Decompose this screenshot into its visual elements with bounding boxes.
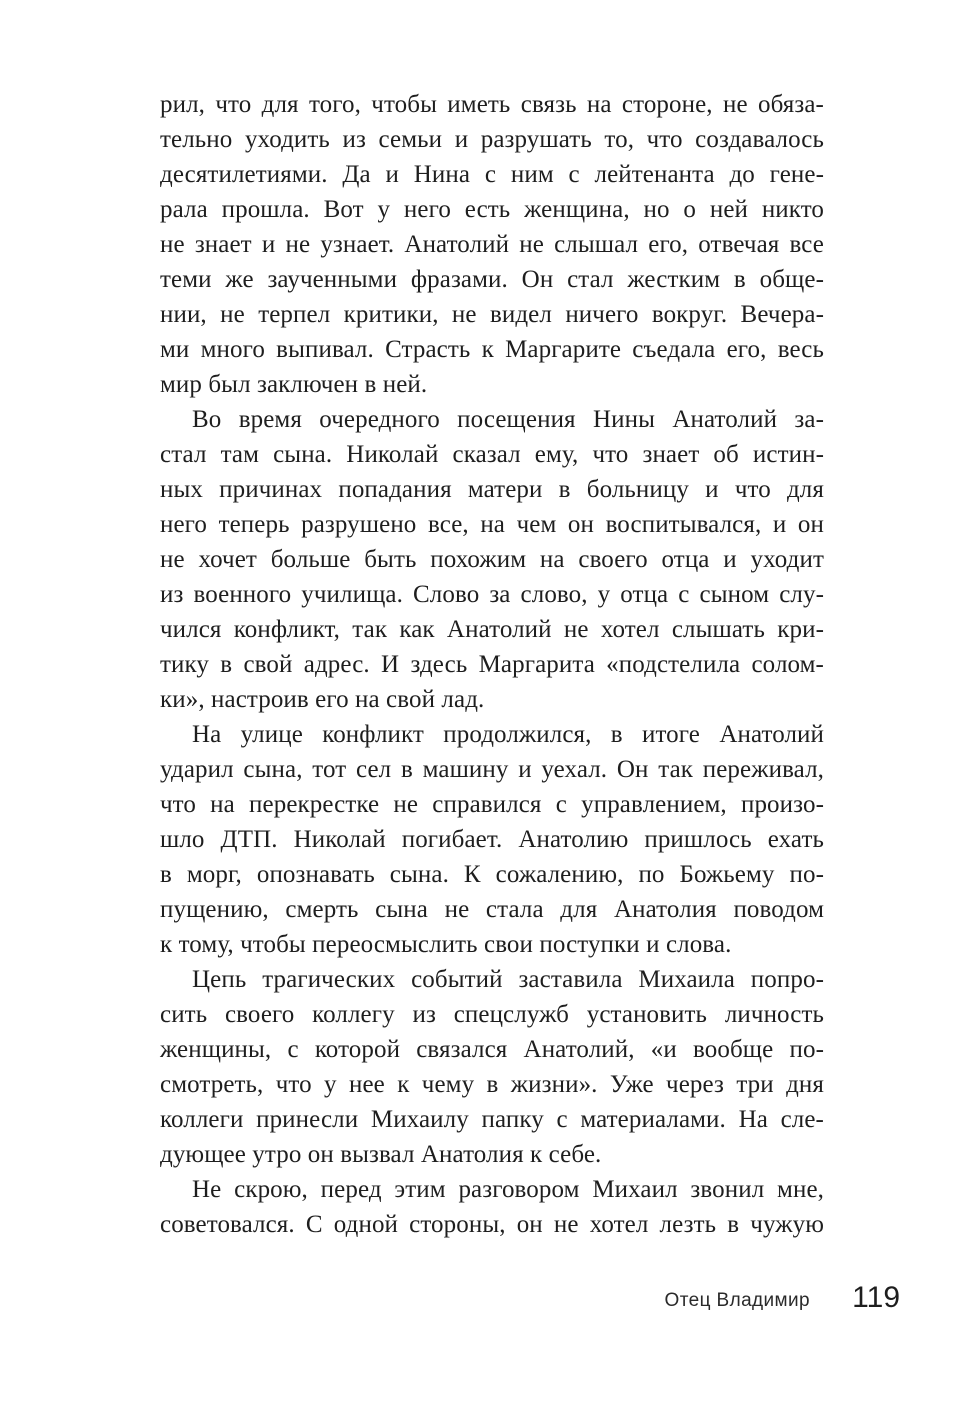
text-line: не знает и не узнает. Анатолий не слышал его, отвечая все — [160, 231, 824, 258]
text-line: десятилетиями. Да и Нина с ним с лейтенанта до гене- — [160, 161, 824, 188]
text-line: шло ДТП. Николай погибает. Анатолию пришлось ехать — [160, 826, 824, 853]
text-line: тику в свой адрес. И здесь Маргарита «подстелила солом- — [160, 651, 824, 678]
text-line: дующее утро он вызвал Анатолия к себе. — [160, 1141, 602, 1168]
text-line: в морг, опознавать сына. К сожалению, по Божьему по- — [160, 861, 824, 888]
text-line: тельно уходить из семьи и разрушать то, что создавалось — [160, 126, 824, 153]
text-line: ки», настроив его на свой лад. — [160, 686, 485, 713]
text-line: сить своего коллегу из спецслужб установить личность — [160, 1001, 824, 1028]
text-line: ударил сына, тот сел в машину и уехал. Он так переживал, — [160, 756, 824, 783]
text-line: женщины, с которой связался Анатолий, «и вообще по- — [160, 1036, 824, 1063]
text-line: Во время очередного посещения Нины Анатолий за- — [192, 406, 824, 433]
text-line: чился конфликт, так как Анатолий не хотел слышать кри- — [160, 616, 824, 643]
text-line: него теперь разрушено все, на чем он воспитывался, и он — [160, 511, 824, 538]
text-line: что на перекрестке не справился с управлением, произо- — [160, 791, 824, 818]
text-line: пущению, смерть сына не стала для Анатолия поводом — [160, 896, 824, 923]
text-line: ми много выпивал. Страсть к Маргарите съедала его, весь — [160, 336, 824, 363]
running-footer-title: Отец Владимир — [664, 1290, 810, 1311]
text-line: теми же заученными фразами. Он стал жестким в обще- — [160, 266, 824, 293]
text-line: ных причинах попадания матери в больницу и что для — [160, 476, 824, 503]
text-line: к тому, чтобы переосмыслить свои поступки и слова. — [160, 931, 732, 958]
text-line: смотреть, что у нее к чему в жизни». Уже через три дня — [160, 1071, 824, 1098]
text-line: мир был заключен в ней. — [160, 371, 428, 398]
text-line: нии, не терпел критики, не видел ничего вокруг. Вечера- — [160, 301, 824, 328]
text-line: рил, что для того, чтобы иметь связь на стороне, не обяза- — [160, 91, 824, 118]
text-line: Цепь трагических событий заставила Михаила попро- — [192, 966, 824, 993]
text-line: из военного училища. Слово за слово, у отца с сыном слу- — [160, 581, 824, 608]
body-text — [160, 87, 824, 1242]
text-line: рала прошла. Вот у него есть женщина, но о ней никто — [160, 196, 824, 223]
page-number: 119 — [852, 1281, 900, 1314]
text-line: стал там сына. Николай сказал ему, что знает об истин- — [160, 441, 824, 468]
text-line: коллеги принесли Михаилу папку с материалами. На сле- — [160, 1106, 824, 1133]
text-line: Не скрою, перед этим разговором Михаил звонил мне, — [192, 1176, 824, 1203]
text-line: не хочет больше быть похожим на своего отца и уходит — [160, 546, 824, 573]
text-line: На улице конфликт продолжился, в итоге Анатолий — [192, 721, 824, 748]
text-line: советовался. С одной стороны, он не хотел лезть в чужую — [160, 1211, 824, 1238]
